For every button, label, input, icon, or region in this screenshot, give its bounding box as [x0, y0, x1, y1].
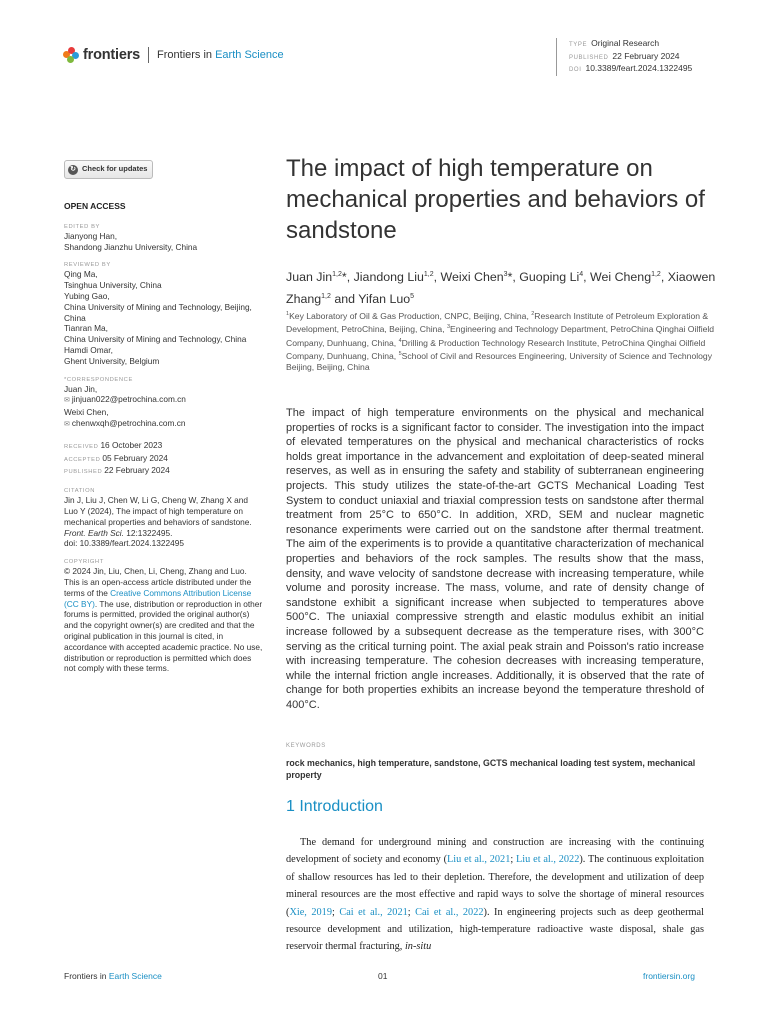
affiliations: $^1$Key Laboratory of Oil & Gas Production, CNPC, Beijing, China, $^2$Research Institute of Petroleum Exploration & Development, PetroChina, Beijing, China, $^3$Engineering and Technology Department, PetroChina Qinghai Oilfield Company, Dunhuang, China, $^4$Drilling & Production Technology Research Institute, PetroChina Qinghai Oilfield Company, Dunhuang, China, $^5$School of Civil and Resources Engineering, University of Science and Technology Beijing, Beijing, China	[286, 310, 715, 373]
copyright-label: COPYRIGHT	[64, 559, 104, 566]
author-name[interactable]: Jiandong Liu$^{1,2}$	[353, 270, 434, 285]
received-date: RECEIVED 16 October 2023	[64, 439, 163, 450]
corr-email-1-row[interactable]: ✉ jinjuan022@petrochina.com.cn	[64, 394, 186, 405]
affiliation: Key Laboratory of Oil & Gas Production, CNPC, Beijing, China,	[289, 310, 532, 321]
brand-name: frontiers	[83, 47, 141, 63]
author-name[interactable]: Juan Jin$^{1,2}$	[286, 270, 342, 285]
corr-name-1: Juan Jin,	[64, 383, 98, 394]
editor-line: Jianyong Han,	[64, 230, 118, 241]
affiliation: School of Civil and Resources Engineering, University of Science and Technology Beijing, Beijing, China	[286, 350, 712, 373]
citation-link[interactable]: Cai et al., 2021	[339, 906, 408, 918]
reviewer-line: Hamdi Omar,	[64, 344, 113, 355]
citation-link[interactable]: Liu et al., 2022	[516, 854, 580, 866]
check-updates-button[interactable]: ↻ Check for updates	[64, 160, 153, 179]
intro-paragraph	[286, 834, 704, 956]
reviewer-line: Tsinghua University, China	[64, 280, 162, 291]
reviewer-line: Tianran Ma,	[64, 323, 108, 334]
article-sidebar	[64, 160, 264, 674]
author-name[interactable]: Weixi Chen$^3$	[440, 270, 508, 285]
edited-by-list	[64, 231, 264, 253]
logo-divider	[148, 47, 149, 63]
reviewer-line: Qing Ma,	[64, 269, 98, 280]
abstract: The impact of high temperature environments on the physical and mechanical properties of rocks is a significant factor to consider. The investigation into the impact of elevated temperatures on the physical and mechanical characteristics of rocks holds great importance in the advancement and exploitation of deep-seated mineral reserves, as well as in ensuring the safety and stability of subterranean engineering projects. This study utilizes the state-of-the-art GCTS Mechanical Loading Test System to conduct uniaxial and triaxial compression tests on sandstone after thermal treatment from 25°C to 650°C. In addition, XRD, SEM and nuclear magnetic resonance experiments were carried out on the sandstone after thermal treatment. The aim of the experiments is to provide a quantitative characterization of mechanical properties and behaviors of the rock samples. The results show that the mass, density, and wave velocity of sandstone decrease with increasing temperature, while volume and porosity increase. The mass, volume, and rate of density change of sandstone exhibit a significant increase when subjected to temperatures above 500°C. The uniaxial compressive strength and elastic modulus exhibit an initial increase followed by a subsequent decrease as the temperature rises, with 300°C serving as the critical turning point. The axial peak strain and Poisson's ratio increase with increasing temperature. The cohesion decreases with increasing temperature, while the internal friction angle increases. Additionally, it is observed that the rate of change for both properties exhibits an increase beyond the temperature threshold of 400°C.	[286, 407, 704, 711]
section-heading: 1 Introduction	[286, 798, 383, 815]
reviewed-by-list	[64, 269, 264, 366]
meta-doi[interactable]: DOI 10.3389/feart.2024.1322495	[569, 63, 693, 73]
reviewer-line: Ghent University, Belgium	[64, 355, 160, 366]
meta-published: PUBLISHED 22 February 2024	[569, 50, 680, 61]
email-icon: ✉	[64, 397, 70, 405]
footer-site-link[interactable]: frontiersin.org	[643, 971, 695, 981]
frontiers-logo-icon	[63, 47, 79, 63]
citation-journal: Front. Earth Sci. 12:1322495.	[64, 527, 173, 538]
correspondence-label: *CORRESPONDENCE	[64, 376, 133, 383]
copyright-text: © 2024 Jin, Liu, Chen, Li, Cheng, Zhang and Luo. This is an open-access article distributed under the terms of the Creative Commons Attribution License (CC BY). The use, distribution or reproduction in other forums is permitted, provided the original author(s) and the copyright owner(s) are credited and that the original publication in this journal is cited, in accordance with accepted academic practice. No use, distribution or reproduction is permitted which does not comply with these terms.	[64, 566, 263, 674]
citation-text: Jin J, Liu J, Chen W, Li G, Cheng W, Zhang X and Luo Y (2024), The impact of high temperature on mechanical properties and behaviors of sandstone.	[64, 495, 252, 527]
open-access-label: OPEN ACCESS	[64, 201, 126, 211]
body-text: ;	[510, 854, 517, 866]
citation-label: CITATION	[64, 488, 95, 495]
citation-link[interactable]: Cai et al., 2022	[415, 906, 484, 918]
page-number: 01	[378, 971, 388, 981]
published-date: PUBLISHED 22 February 2024	[64, 465, 170, 476]
editor-line: Shandong Jianzhu University, China	[64, 241, 198, 252]
corr-email-2-row[interactable]: ✉ chenwxqh@petrochina.com.cn	[64, 417, 186, 428]
footer-journal: Frontiers in Earth Science	[64, 971, 162, 981]
corr-name-2: Weixi Chen,	[64, 407, 109, 418]
body-text: ). In engineering projects such as deep geothermal resource development and utilization, high-temperature radioactive waste disposal, shale gas reservoir thermal fracturing,	[286, 906, 704, 953]
author-name[interactable]: Guoping Li$^4$	[519, 270, 584, 285]
journal-name: Frontiers in Earth Science	[157, 49, 284, 61]
article-dates	[64, 440, 264, 478]
affiliation: Engineering and Technology Department, PetroChina Qinghai Oilfield Company, Dunhuang, China,	[286, 324, 715, 348]
affiliation: Research Institute of Petroleum Exploration & Development, PetroChina, Beijing, China,	[286, 310, 709, 335]
body-text: The demand for underground mining and construction are increasing with the continuing development of society and economy (	[286, 837, 704, 866]
author-name[interactable]: Yifan Luo$^5$	[358, 292, 415, 307]
affiliation: Drilling & Production Technology Research Institute, PetroChina Qinghai Oilfield Company, Dunhuang, China,	[286, 337, 706, 361]
check-updates-icon: ↻	[68, 165, 78, 175]
frontiers-logo[interactable]	[63, 47, 284, 63]
email-icon: ✉	[64, 420, 70, 428]
citation-link[interactable]: Liu et al., 2021	[447, 854, 511, 866]
citation-doi[interactable]: doi: 10.3389/feart.2024.1322495	[64, 538, 184, 549]
author-list: Juan Jin$^{1,2}$*, Jiandong Liu$^{1,2}$, Weixi Chen$^3$*, Guoping Li$^4$, Wei Cheng$^{1,2}$, Xiaowen Zhang$^{1,2}$ and Yifan Luo$^5$	[286, 270, 716, 307]
author-name[interactable]: Wei Cheng$^{1,2}$	[590, 270, 661, 285]
body-text: ;	[331, 906, 340, 918]
reviewed-by-label: REVIEWED BY	[64, 262, 111, 269]
accepted-date: ACCEPTED 05 February 2024	[64, 452, 168, 463]
edited-by-label: EDITED BY	[64, 223, 101, 230]
meta-type: TYPE Original Research	[569, 38, 660, 48]
italic-text: in-situ	[404, 941, 432, 953]
reviewer-line: China University of Mining and Technology, China	[64, 334, 247, 345]
article-meta	[556, 38, 692, 76]
reviewer-line: Yubing Gao,	[64, 290, 110, 301]
keywords: rock mechanics, high temperature, sandstone, GCTS mechanical loading test system, mechanical property	[286, 758, 696, 780]
article-title: The impact of high temperature on mechanical properties and behaviors of sandstone	[286, 155, 705, 244]
body-text: ). The continuous exploitation of shallow resources has led to their depletion. Therefore, the development and utilization of deep mineral resources are the most effective and rapid ways to solve the shortage of mineral resources (	[286, 854, 704, 918]
keywords-label: KEYWORDS	[286, 743, 326, 749]
author-name[interactable]: Xiaowen Zhang$^{1,2}$	[286, 270, 716, 307]
cc-by-link[interactable]: Creative Commons Attribution License (CC BY)	[64, 587, 252, 609]
reviewer-line: China University of Mining and Technology, Beijing, China	[64, 301, 252, 323]
body-text: ;	[407, 906, 416, 918]
citation-link[interactable]: Xie, 2019	[289, 906, 332, 918]
